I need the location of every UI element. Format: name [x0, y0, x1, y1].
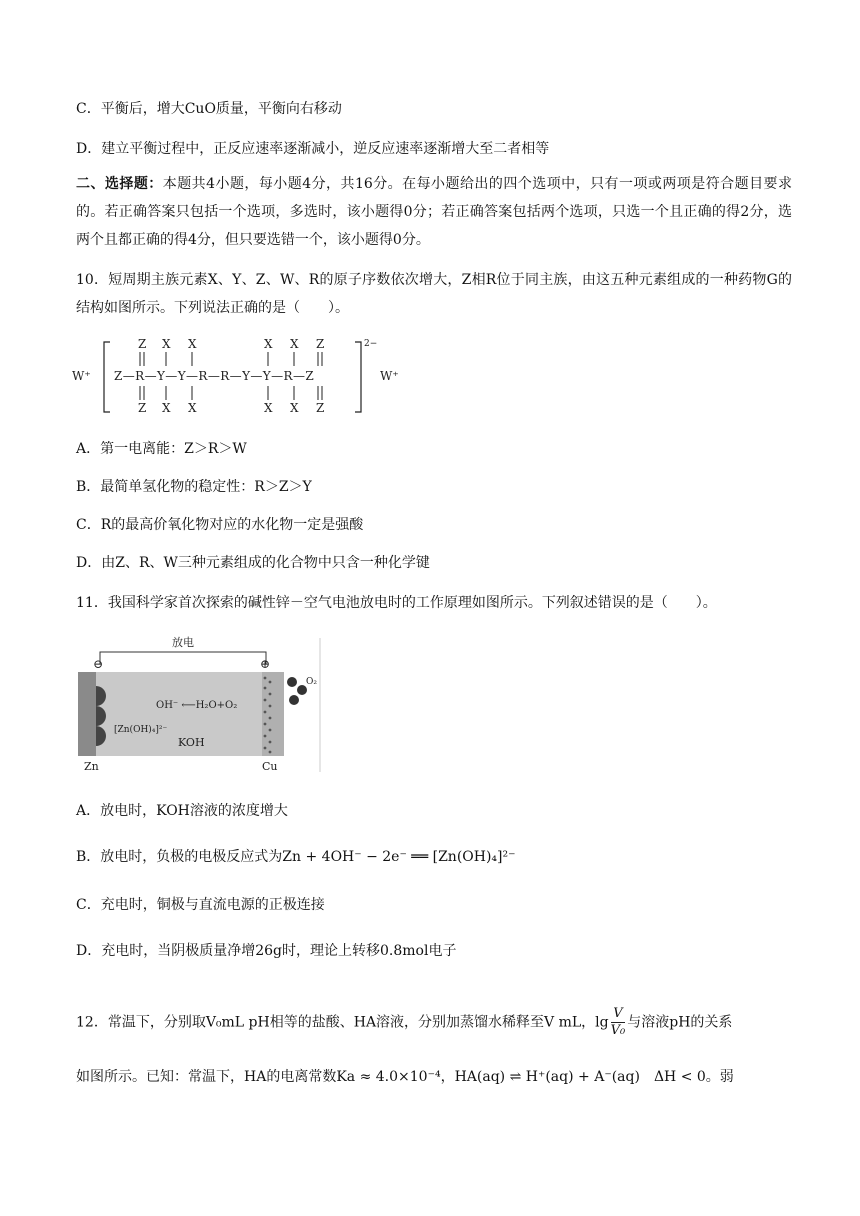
cathode-reaction: OH⁻ ⟵H₂O+O₂	[156, 700, 238, 711]
ion-charge: 2−	[364, 339, 378, 349]
top-atom-5: X	[290, 337, 299, 351]
q10-option-a: A．第一电离能：Z＞R＞W	[76, 441, 247, 457]
q11-option-c: C．充电时，铜极与直流电源的正极连接	[76, 897, 325, 913]
q10-option-b: B．最简单氢化物的稳定性：R＞Z＞Y	[76, 479, 312, 495]
q12-stem-line-1	[76, 1006, 732, 1039]
positive-terminal-icon: ⊕	[260, 657, 271, 671]
koh-label: KOH	[178, 736, 205, 749]
section-2-instructions	[76, 170, 792, 254]
discharge-label: 放电	[172, 636, 194, 649]
cu-label: Cu	[262, 760, 278, 773]
w-ion-right: W⁺	[380, 369, 399, 383]
q10-stem: 10．短周期主族元素X、Y、Z、W、R的原子序数依次增大，Z相R位于同主族，由这五种元素组成的一种药物G的结构如图所示。下列说法正确的是（ ）。	[76, 272, 792, 316]
zincate-complex: [Zn(OH)₄]²⁻	[114, 725, 168, 735]
q11-option-d: D．充电时，当阴极质量净增26g时，理论上转移0.8mol电子	[76, 943, 457, 959]
top-atom-3: X	[188, 337, 197, 351]
zn-electrode	[78, 672, 96, 756]
bottom-atom-3: X	[188, 401, 197, 415]
section-text: 本题共4小题，每小题4分，共16分。在每小题给出的四个选项中，只有一项或两项是符合题目要求的。若正确答案只包括一个选项，多选时，该小题得0分；若正确答案包括两个选项，只选一个且正确的得2分，选两个且都正确的得4分，但只要选错一个，该小题得0分。	[76, 176, 792, 248]
zn-label: Zn	[84, 760, 99, 773]
bottom-atom-2: X	[162, 401, 171, 415]
q12-text-a: 12．常温下，分别取V₀mL pH相等的盐酸、HA溶液，分别加蒸馏水稀释至V mL，lg	[76, 1014, 609, 1031]
section-heading: 二、选择题：	[76, 176, 163, 192]
top-atom-4: X	[264, 337, 273, 351]
top-atom-2: X	[162, 337, 171, 351]
q9-option-d: D．建立平衡过程中，正反应速率逐渐减小，逆反应速率逐渐增大至二者相等	[76, 141, 550, 157]
v-over-v0-fraction	[611, 1006, 626, 1039]
q11-option-b: B．放电时，负极的电极反应式为Zn + 4OH⁻ − 2e⁻ ══ [Zn(OH)₄]²⁻	[76, 849, 516, 865]
fraction-numerator: V	[611, 1006, 626, 1023]
negative-terminal-icon: ⊖	[93, 657, 104, 671]
q10-option-c: C．R的最高价氧化物对应的水化物一定是强酸	[76, 517, 364, 533]
bottom-atom-5: X	[290, 401, 299, 415]
o2-label: O₂	[306, 677, 317, 687]
q9-option-c: C．平衡后，增大CuO质量，平衡向右移动	[76, 101, 342, 117]
backbone-chain: Z—R—Y—Y—R—R—Y—Y—R—Z	[114, 369, 315, 383]
bottom-atom-6: Z	[316, 401, 325, 415]
zinc-air-battery-diagram	[76, 634, 326, 776]
top-atom-1: Z	[138, 337, 147, 351]
bottom-atom-4: X	[264, 401, 273, 415]
q11-stem: 11．我国科学家首次探索的碱性锌－空气电池放电时的工作原理如图所示。下列叙述错误的是（ ）。	[76, 595, 717, 611]
cu-electrode	[262, 672, 284, 756]
q10-option-d: D．由Z、R、W三种元素组成的化合物中只含一种化学键	[76, 555, 430, 571]
o2-molecule-icon	[289, 695, 299, 705]
zn-particles	[96, 686, 106, 746]
top-atom-6: Z	[316, 337, 325, 351]
fraction-denominator: V₀	[610, 1023, 626, 1038]
q12-text-b: 与溶液pH的关系	[627, 1014, 733, 1031]
q11-option-a: A．放电时，KOH溶液的浓度增大	[76, 803, 288, 819]
w-ion-left: W⁺	[72, 369, 91, 383]
bottom-atom-1: Z	[138, 401, 147, 415]
q12-stem-line-2: 如图所示。已知：常温下，HA的电离常数Ka ≈ 4.0×10⁻⁴，HA(aq) ⇌ H⁺(aq) + A⁻(aq) ΔH < 0。弱	[76, 1069, 734, 1085]
drug-g-structure	[72, 336, 412, 416]
o2-molecule-icon	[287, 677, 297, 687]
